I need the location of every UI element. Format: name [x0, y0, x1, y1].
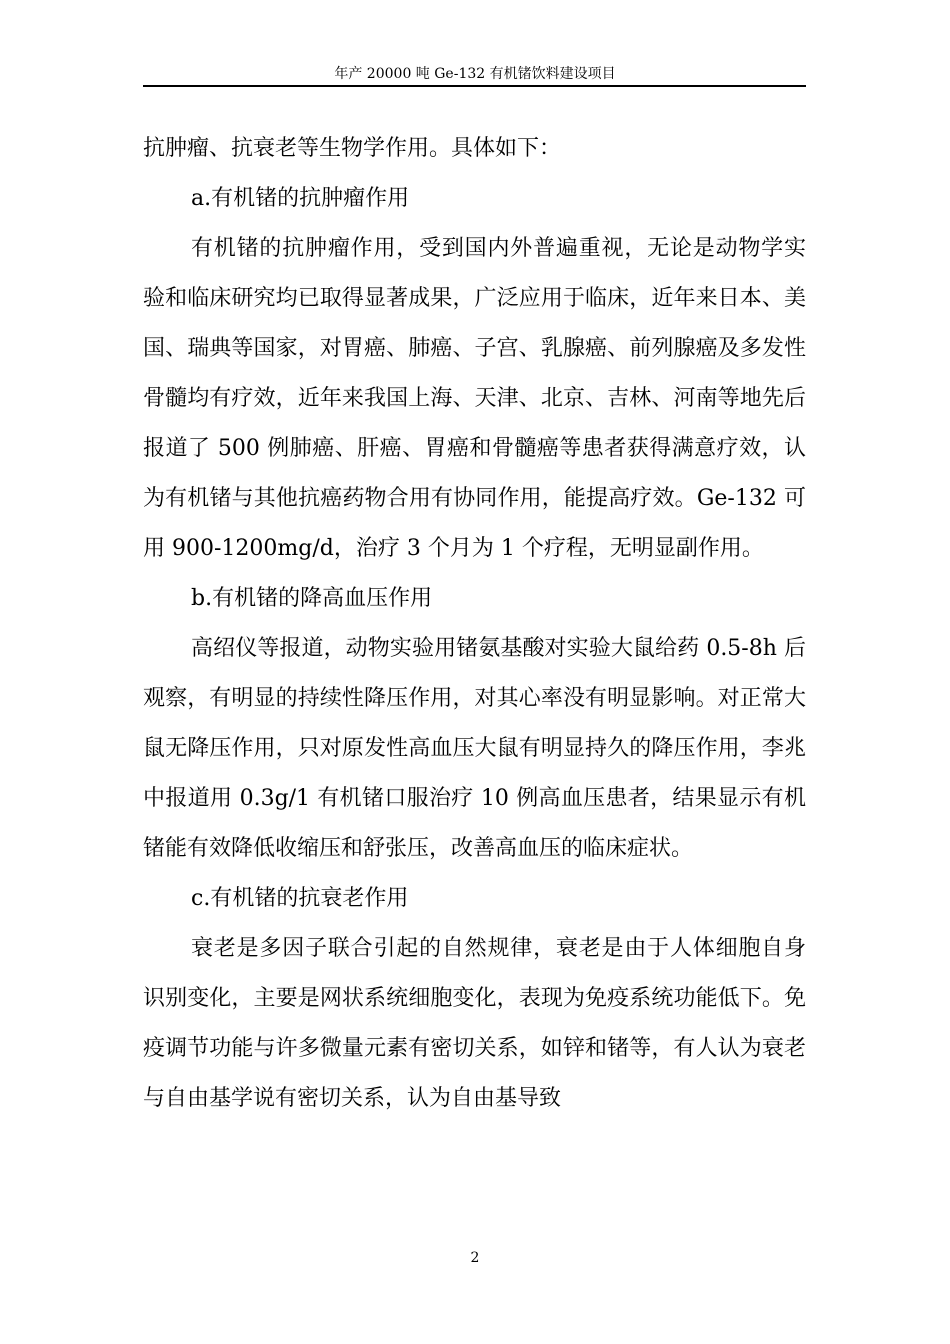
- section-heading-hypertension: b.有机锗的降高血压作用: [191, 586, 433, 611]
- document-body: [143, 124, 806, 1124]
- header-rule: [143, 85, 806, 87]
- page-number: 2: [470, 1250, 480, 1266]
- section-heading-antitumor: a.有机锗的抗肿瘤作用: [191, 186, 410, 211]
- paragraph-antiaging: 衰老是多因子联合引起的自然规律，衰老是由于人体细胞自身识别变化，主要是网状系统细胞变化，表现为免疫系统功能低下。免疫调节功能与许多微量元素有密切关系，如锌和锗等，有人认为衰老与自由基学说有密切关系，认为自由基导致: [143, 936, 806, 1111]
- section-heading-antiaging: c.有机锗的抗衰老作用: [191, 886, 409, 911]
- paragraph-continuation: 抗肿瘤、抗衰老等生物学作用。具体如下：: [143, 136, 562, 161]
- paragraph-antitumor: 有机锗的抗肿瘤作用，受到国内外普遍重视，无论是动物学实验和临床研究均已取得显著成果，广泛应用于临床，近年来日本、美国、瑞典等国家，对胃癌、肺癌、子宫、乳腺癌、前列腺癌及多发性骨髓均有疗效，近年来我国上海、天津、北京、吉林、河南等地先后报道了 500 例肺癌、肝癌、胃癌和骨髓癌等患者获得满意疗效，认为有机锗与其他抗癌药物合用有协同作用，能提高疗效。Ge-132 可用 900-1200mg/d，治疗 3 个月为 1 个疗程，无明显副作用。: [143, 236, 806, 561]
- running-header: 年产 20000 吨 Ge-132 有机锗饮料建设项目: [334, 66, 616, 82]
- paragraph-hypertension: 高绍仪等报道，动物实验用锗氨基酸对实验大鼠给药 0.5-8h 后观察，有明显的持续性降压作用，对其心率没有明显影响。对正常大鼠无降压作用，只对原发性高血压大鼠有明显持久的降压作用，李兆中报道用 0.3g/1 有机锗口服治疗 10 例高血压患者，结果显示有机锗能有效降低收缩压和舒张压，改善高血压的临床症状。: [143, 636, 806, 861]
